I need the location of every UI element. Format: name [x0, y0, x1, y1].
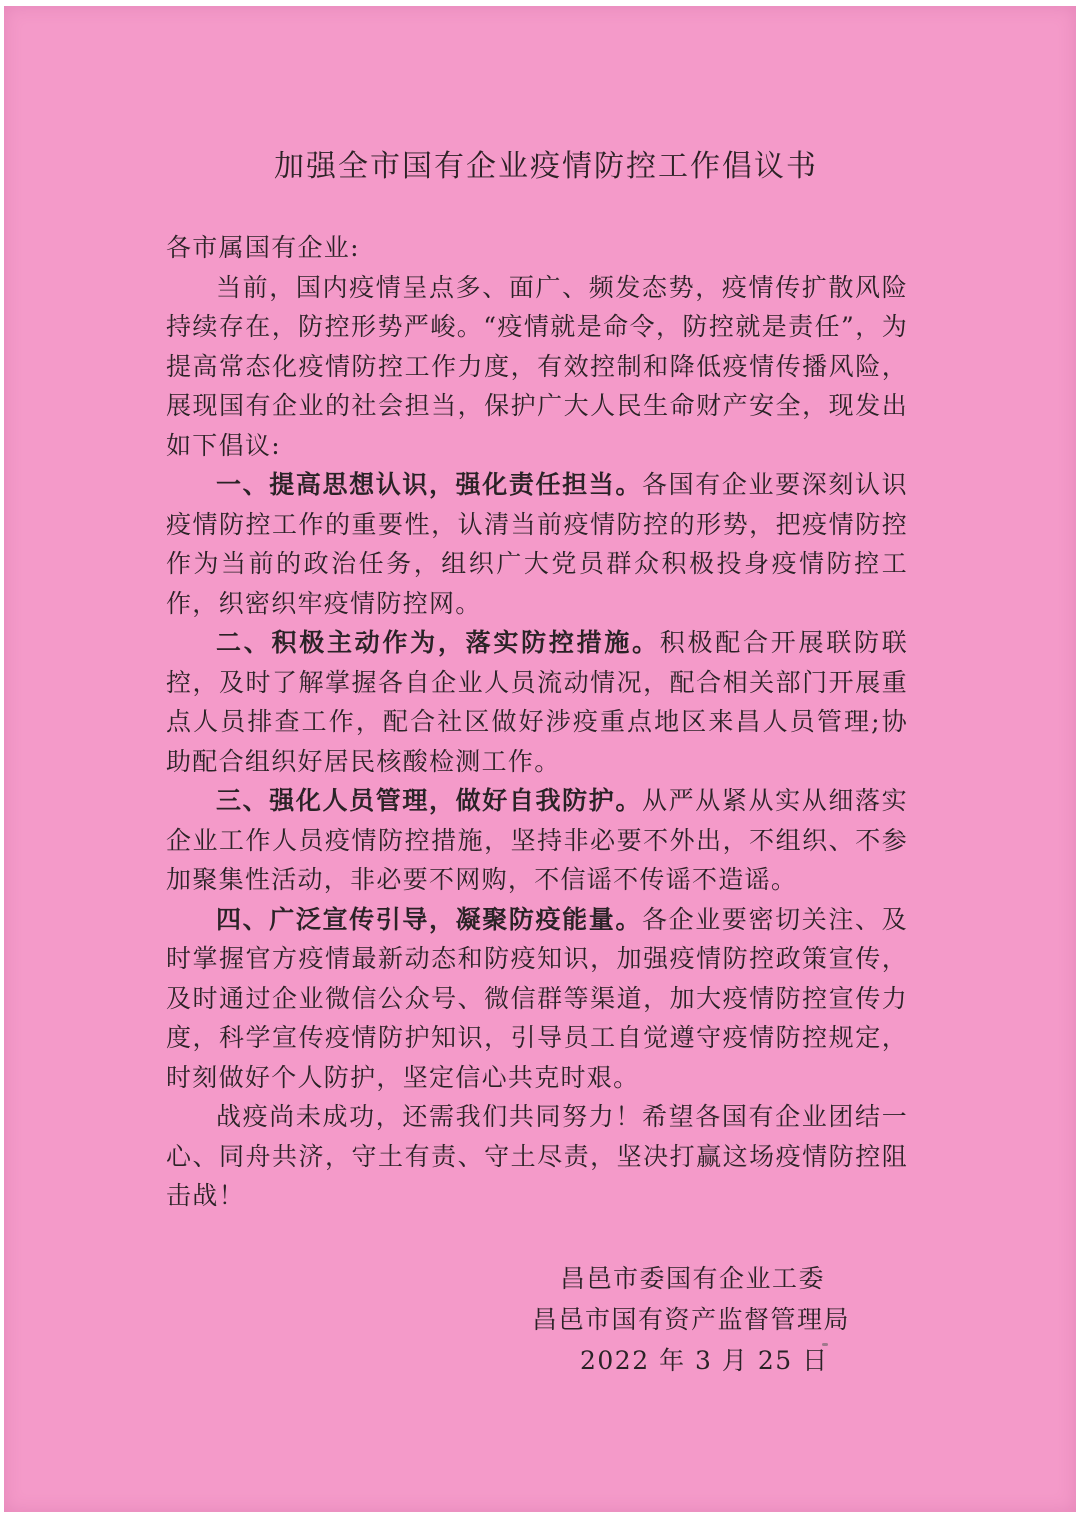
intro-paragraph: 当前，国内疫情呈点多、面广、频发态势，疫情传扩散风险持续存在，防控形势严峻。“疫情就是命令，防控就是责任”，为提高常态化疫情防控工作力度，有效控制和降低疫情传播风险，展现国有企业的社会担当，保护广大人民生命财产安全，现发出如下倡议:: [166, 272, 908, 460]
section-heading-1: 一、提高思想认识，强化责任担当。: [216, 470, 643, 499]
document-page: [4, 6, 1076, 1512]
section-heading-2: 二、积极主动作为，落实防控措施。: [216, 628, 660, 657]
section-heading-4: 四、广泛宣传引导，凝聚防疫能量。: [216, 904, 643, 934]
document-body: [166, 228, 908, 1216]
section-paragraph-4: [166, 900, 908, 1098]
signature-org-bureau: 昌邑市国有资产监督管理局: [532, 1305, 851, 1334]
salutation: 各市属国有企业:: [166, 233, 360, 262]
section-heading-3: 三、强化人员管理，做好自我防护。: [216, 786, 643, 815]
section-paragraph-1: [166, 465, 908, 623]
section-paragraph-3: [166, 781, 908, 900]
closing-paragraph: 战疫尚未成功，还需我们共同努力！希望各国有企业团结一心、同舟共济，守土有责、守土尽责，坚决打赢这场疫情防控阻击战！: [166, 1102, 908, 1210]
document-title: 加强全市国有企业疫情防控工作倡议书: [274, 149, 818, 184]
section-text-1: 各国有企业要深刻认识疫情防控工作的重要性，认清当前疫情防控的形势，把疫情防控作为当前的政治任务，组织广大党员群众积极投身疫情防控工作，织密织牢疫情防控网。: [166, 470, 908, 618]
section-text-4: 各企业要密切关注、及时掌握官方疫情最新动态和防疫知识，加强疫情防控政策宣传，及时通过企业微信公众号、微信群等渠道，加大疫情防控宣传力度，科学宣传疫情防护知识，引导员工自觉遵守疫情防控规定，时刻做好个人防护，坚定信心共克时艰。: [166, 904, 908, 1092]
signature-date: 2022 年 3 月 25 日: [580, 1346, 829, 1375]
scan-speck: [822, 1343, 828, 1346]
section-text-3: 从严从紧从实从细落实企业工作人员疫情防控措施，坚持非必要不外出，不组织、不参加聚集性活动，非必要不网购，不信谣不传谣不造谣。: [166, 786, 908, 894]
section-text-2: 积极配合开展联防联控，及时了解掌握各自企业人员流动情况，配合相关部门开展重点人员排查工作，配合社区做好涉疫重点地区来昌人员管理;协助配合组织好居民核酸检测工作。: [166, 628, 908, 776]
signature-org-committee: 昌邑市委国有企业工委: [560, 1264, 826, 1293]
section-paragraph-2: [166, 623, 908, 781]
signature-block: [528, 1258, 858, 1381]
